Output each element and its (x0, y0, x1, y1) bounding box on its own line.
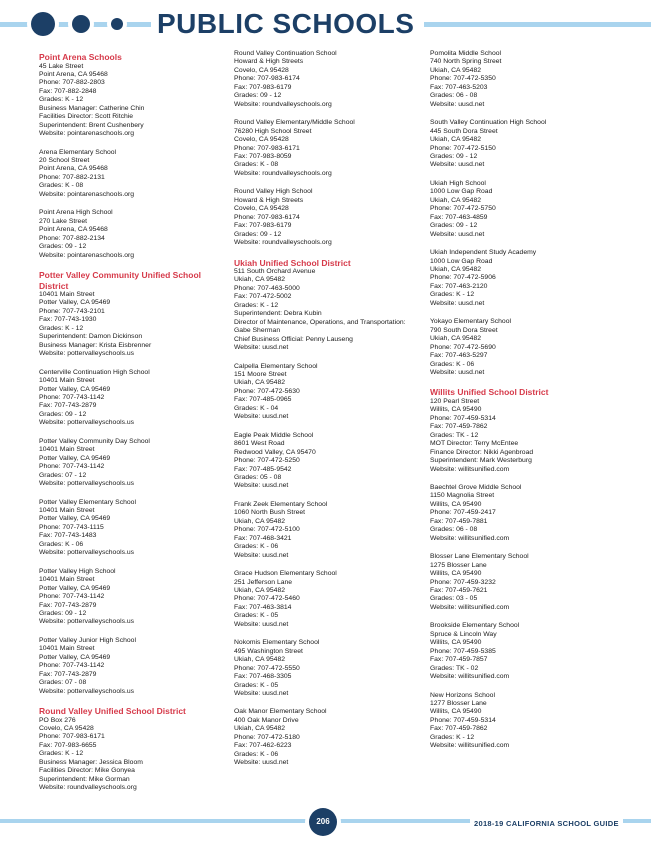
entry-line: Phone: 707-472-5250 (234, 457, 300, 465)
entry-line: Website: pottervalleyschools.us (39, 480, 135, 488)
entry-line: Ukiah, CA 95482 (234, 586, 286, 594)
school-name: Potter Valley Community Day School (39, 437, 150, 445)
entry-line: Willits, CA 95490 (430, 639, 482, 647)
entry-line: Ukiah, CA 95482 (234, 656, 286, 664)
entry-line: Superintendent: Brent Cushenbery (39, 121, 144, 129)
district-name: Round Valley Unified School District (39, 706, 186, 717)
entry-line: Fax: 707-459-7881 (430, 517, 488, 525)
entry-line: Fax: 707-882-2848 (39, 87, 97, 95)
entry-line: 1000 Low Gap Road (430, 188, 493, 196)
entry-line: Fax: 707-743-1930 (39, 316, 97, 324)
entry-line: Website: uusd.net (234, 620, 289, 628)
entry-line: Website: willitsunified.com (430, 742, 510, 750)
entry-line: Phone: 707-459-3232 (430, 578, 496, 586)
entry-line: 10401 Main Street (39, 506, 95, 514)
entry-line: Willits, CA 95490 (430, 708, 482, 716)
entry-line: Ukiah, CA 95482 (430, 66, 482, 74)
entry-line: Ukiah, CA 95482 (430, 265, 482, 273)
school-name: Round Valley Continuation School (234, 50, 337, 57)
entry-line: Fax: 707-472-5002 (234, 293, 292, 301)
entry-line: Willits, CA 95490 (430, 570, 482, 578)
entry-line: Phone: 707-463-5000 (234, 284, 300, 292)
entry-line: Willits, CA 95490 (430, 406, 482, 414)
district-name: Point Arena Schools (39, 52, 122, 62)
entry-line: Phone: 707-459-5314 (430, 716, 496, 724)
entry-line: Covelo, CA 95428 (234, 205, 289, 213)
entry-line: Covelo, CA 95428 (234, 66, 289, 74)
school-entry (430, 249, 620, 308)
entry-line: Fax: 707-743-2879 (39, 601, 97, 609)
entry-line: Director of Maintenance, Operations, and Transportation: (234, 318, 406, 326)
entry-line: MOT Director: Terry McEntee (430, 440, 519, 448)
district-name: Potter Valley Community Unified School District (39, 270, 201, 291)
entry-line: Grades: 09 - 12 (234, 230, 282, 238)
entry-line: Phone: 707-882-2803 (39, 79, 105, 87)
entry-line: 45 Lake Street (39, 62, 84, 70)
entry-line: Grades: K - 12 (430, 733, 475, 741)
entry-line: Website: uusd.net (234, 413, 289, 421)
entry-line: Website: uusd.net (234, 551, 289, 559)
entry-line: Facilities Director: Mike Gonyea (39, 767, 135, 775)
district-name: Ukiah Unified School District (234, 257, 351, 268)
entry-line: Fax: 707-743-2879 (39, 402, 97, 410)
school-entry (39, 369, 229, 428)
page-title: PUBLIC SCHOOLS (157, 8, 415, 39)
entry-line: Phone: 707-983-6174 (234, 75, 300, 83)
entry-line: Ukiah, CA 95482 (234, 517, 286, 525)
entry-line: Website: roundvalleyschools.org (234, 169, 332, 177)
entry-line: 10401 Main Street (39, 377, 95, 385)
entry-line: Fax: 707-743-1483 (39, 532, 97, 540)
entry-line: 1150 Magnolia Street (430, 492, 495, 500)
entry-line: Potter Valley, CA 95469 (39, 299, 111, 307)
entry-line: Fax: 707-462-6223 (234, 742, 292, 750)
entry-line: Phone: 707-472-5550 (234, 664, 300, 672)
entry-line: Website: roundvalleyschools.org (234, 239, 332, 247)
school-entry (234, 188, 424, 247)
entry-line: 76280 High School Street (234, 127, 312, 135)
entry-line: Phone: 707-472-5690 (430, 343, 496, 351)
entry-line: 790 South Dora Street (430, 326, 498, 334)
header-dot-large (31, 12, 55, 36)
school-entry (234, 50, 424, 109)
entry-line: Ukiah, CA 95482 (430, 196, 482, 204)
entry-line: Grades: 05 - 08 (234, 473, 282, 481)
entry-line: Website: pointarenaschools.org (39, 251, 135, 259)
school-name: Brookside Elementary School (430, 622, 520, 630)
entry-line: Ukiah, CA 95482 (430, 335, 482, 343)
entry-line: Phone: 707-882-2131 (39, 173, 105, 181)
entry-line: Website: uusd.net (234, 689, 289, 697)
page-number-badge (309, 808, 337, 836)
entry-line: Fax: 707-983-6179 (234, 222, 292, 230)
entry-line: Phone: 707-983-6171 (234, 144, 300, 152)
entry-line: 511 South Orchard Avenue (234, 268, 316, 276)
entry-line: Fax: 707-983-6179 (234, 83, 292, 91)
school-name: Potter Valley High School (39, 567, 116, 575)
school-entry (430, 318, 620, 377)
entry-line: Grades: 06 - 08 (430, 526, 478, 534)
school-entry (39, 499, 229, 558)
entry-line: Grades: 09 - 12 (39, 243, 87, 251)
entry-line: Grades: 09 - 12 (430, 222, 478, 230)
entry-line: Superintendent: Mark Westerburg (430, 457, 532, 465)
entry-line: 1277 Blosser Lane (430, 699, 487, 707)
directory-column-2 (234, 50, 424, 778)
school-entry (39, 209, 229, 260)
entry-line: Potter Valley, CA 95469 (39, 653, 111, 661)
school-name: Grace Hudson Elementary School (234, 570, 337, 578)
entry-line: Superintendent: Damon Dickinson (39, 333, 143, 341)
entry-line: Website: uusd.net (430, 161, 485, 169)
entry-line: Phone: 707-743-1142 (39, 662, 105, 670)
header-dot-medium (72, 15, 90, 33)
entry-line: Fax: 707-459-7621 (430, 586, 488, 594)
entry-line: Fax: 707-485-0965 (234, 396, 292, 404)
entry-line: Ukiah, CA 95482 (430, 136, 482, 144)
entry-line: Fax: 707-463-4859 (430, 213, 488, 221)
school-name: Round Valley High School (234, 188, 313, 196)
entry-line: Grades: K - 06 (430, 360, 475, 368)
entry-line: Phone: 707-472-5100 (234, 526, 300, 534)
page-header (0, 0, 651, 50)
entry-line: Website: uusd.net (234, 759, 289, 767)
school-name: Nokomis Elementary School (234, 639, 320, 647)
entry-line: 740 North Spring Street (430, 58, 502, 66)
entry-line: Fax: 707-463-2120 (430, 282, 488, 290)
entry-line: 10401 Main Street (39, 291, 95, 299)
entry-line: Potter Valley, CA 95469 (39, 454, 111, 462)
entry-line: Website: pottervalleyschools.us (39, 350, 135, 358)
school-entry (234, 570, 424, 629)
entry-line: Phone: 707-743-1142 (39, 593, 105, 601)
district-name: Willits Unified School District (430, 387, 549, 398)
entry-line: Fax: 707-463-3814 (234, 603, 292, 611)
entry-line: 10401 Main Street (39, 446, 95, 454)
entry-line: 495 Washington Street (234, 647, 303, 655)
entry-line: Fax: 707-463-5297 (430, 352, 488, 360)
entry-line: Phone: 707-743-1115 (39, 523, 104, 531)
school-name: Blosser Lane Elementary School (430, 553, 529, 561)
entry-line: Website: uusd.net (430, 100, 485, 108)
entry-line: Grades: 09 - 12 (234, 92, 282, 100)
entry-line: Superintendent: Mike Gorman (39, 775, 130, 783)
entry-line: Website: uusd.net (430, 230, 485, 238)
entry-line: Grades: 07 - 12 (39, 471, 87, 479)
entry-line: Fax: 707-983-6655 (39, 741, 97, 749)
entry-line: Website: pottervalleyschools.us (39, 419, 135, 427)
entry-line: Grades: K - 05 (234, 612, 279, 620)
district-entry (39, 52, 229, 139)
entry-line: Grades: 06 - 08 (430, 92, 478, 100)
entry-line: Grades: K - 06 (39, 540, 84, 548)
entry-line: Point Arena, CA 95468 (39, 165, 108, 173)
entry-line: Phone: 707-983-6174 (234, 213, 300, 221)
entry-line: Potter Valley, CA 95469 (39, 385, 111, 393)
entry-line: Potter Valley, CA 95469 (39, 584, 111, 592)
entry-line: Website: pottervalleyschools.us (39, 549, 135, 557)
school-entry (39, 568, 229, 627)
school-entry (234, 501, 424, 560)
entry-line: 251 Jefferson Lane (234, 578, 293, 586)
entry-line: 8601 West Road (234, 440, 285, 448)
entry-line: Fax: 707-983-8059 (234, 152, 292, 160)
entry-line: Grades: 09 - 12 (39, 410, 87, 418)
entry-line: Website: roundvalleyschools.org (234, 100, 332, 108)
entry-line: Ukiah, CA 95482 (234, 379, 286, 387)
entry-line: Phone: 707-472-5750 (430, 205, 496, 213)
entry-line: Ukiah, CA 95482 (234, 276, 286, 284)
entry-line: Fax: 707-468-3305 (234, 673, 292, 681)
entry-line: Website: pointarenaschools.org (39, 130, 135, 138)
entry-line: Potter Valley, CA 95469 (39, 515, 111, 523)
entry-line: Fax: 707-485-9542 (234, 465, 292, 473)
entry-line: 1060 North Bush Street (234, 509, 306, 517)
entry-line: 1275 Blosser Lane (430, 561, 487, 569)
entry-line: Grades: K - 12 (39, 96, 84, 104)
entry-line: Phone: 707-472-5150 (430, 144, 496, 152)
entry-line: 10401 Main Street (39, 576, 95, 584)
entry-line: Superintendent: Debra Kubin (234, 310, 322, 318)
entry-line: Point Arena, CA 95468 (39, 226, 108, 234)
guide-title-box (470, 813, 623, 831)
entry-line: Website: willitsunified.com (430, 534, 510, 542)
school-entry (430, 119, 620, 170)
entry-line: Phone: 707-882-2134 (39, 234, 105, 242)
school-name: Baechtel Grove Middle School (430, 483, 522, 491)
school-entry (39, 149, 229, 200)
title-box (151, 5, 424, 43)
entry-line: Website: uusd.net (234, 482, 289, 490)
school-name: Potter Valley Elementary School (39, 498, 136, 506)
entry-line: Grades: TK - 02 (430, 664, 479, 672)
school-entry (430, 553, 620, 612)
entry-line: Phone: 707-472-5350 (430, 75, 496, 83)
school-entry (430, 50, 620, 109)
entry-line: Facilities Director: Scott Ritchie (39, 113, 134, 121)
entry-line: Fax: 707-459-7862 (430, 423, 488, 431)
district-entry (234, 258, 424, 353)
district-entry (39, 270, 229, 359)
entry-line: Grades: K - 08 (234, 161, 279, 169)
school-entry (430, 180, 620, 239)
entry-line: Grades: 09 - 12 (430, 152, 478, 160)
entry-line: Website: willitsunified.com (430, 603, 510, 611)
school-name: Yokayo Elementary School (430, 318, 511, 326)
district-entry (430, 387, 620, 474)
guide-title: 2018-19 CALIFORNIA SCHOOL GUIDE (474, 819, 619, 828)
school-name: Ukiah High School (430, 179, 486, 187)
entry-line: 151 Moore Street (234, 371, 287, 378)
entry-line: Fax: 707-463-5203 (430, 83, 488, 91)
entry-line: Grades: 09 - 12 (39, 609, 87, 617)
entry-line: Phone: 707-472-5906 (430, 274, 496, 282)
entry-line: Grades: 03 - 05 (430, 595, 478, 603)
entry-line: 445 South Dora Street (430, 127, 498, 135)
entry-line: Chief Business Official: Penny Lauseng (234, 335, 353, 343)
entry-line: Ukiah, CA 95482 (234, 725, 286, 733)
entry-line: Grades: K - 12 (39, 750, 84, 758)
entry-line: Phone: 707-459-2417 (430, 509, 496, 517)
entry-line: Website: uusd.net (430, 299, 485, 307)
entry-line: Spruce & Lincoln Way (430, 630, 497, 638)
entry-line: Covelo, CA 95428 (39, 725, 94, 732)
school-name: Oak Manor Elementary School (234, 708, 327, 716)
entry-line: Website: roundvalleyschools.org (39, 784, 137, 792)
entry-line: Website: willitsunified.com (430, 673, 510, 681)
school-entry (234, 432, 424, 491)
entry-line: Phone: 707-472-5630 (234, 387, 300, 395)
entry-line: Website: willitsunified.com (430, 465, 510, 473)
entry-line: Grades: K - 12 (39, 324, 84, 332)
school-name: Centerville Continuation High School (39, 368, 150, 376)
school-entry (39, 637, 229, 696)
entry-line: 20 School Street (39, 157, 90, 165)
school-entry (430, 692, 620, 751)
school-entry (430, 622, 620, 681)
entry-line: Grades: K - 12 (234, 301, 279, 309)
entry-line: Howard & High Streets (234, 58, 304, 66)
entry-line: 120 Pearl Street (430, 397, 480, 405)
entry-line: Business Manager: Jessica Bloom (39, 758, 143, 766)
page-number: 206 (316, 817, 330, 826)
school-name: Arena Elementary School (39, 148, 117, 156)
entry-line: Phone: 707-472-5180 (234, 733, 300, 741)
page-footer (0, 806, 651, 836)
school-name: Point Arena High School (39, 209, 113, 217)
school-entry (234, 639, 424, 698)
directory-column-3 (430, 50, 620, 761)
header-dot-small (111, 18, 123, 30)
entry-line: Grades: 07 - 08 (39, 679, 87, 687)
entry-line: Website: pointarenaschools.org (39, 190, 135, 198)
entry-line: Grades: K - 12 (430, 291, 475, 299)
entry-line: Business Manager: Catherine Chin (39, 104, 145, 112)
school-entry (234, 119, 424, 178)
entry-line: Howard & High Streets (234, 196, 304, 204)
entry-line: Fax: 707-459-7862 (430, 725, 488, 733)
school-name: Calpella Elementary School (234, 362, 318, 370)
school-entry (430, 484, 620, 543)
entry-line: Phone: 707-743-2101 (39, 307, 105, 315)
school-name: Frank Zeek Elementary School (234, 500, 328, 508)
entry-line: Finance Director: Nikki Agenbroad (430, 448, 534, 456)
entry-line: Phone: 707-459-5314 (430, 414, 496, 422)
entry-line: Phone: 707-459-5385 (430, 647, 496, 655)
school-name: Pomolita Middle School (430, 50, 502, 57)
entry-line: 400 Oak Manor Drive (234, 716, 299, 724)
entry-line: Business Manager: Krista Eisbrenner (39, 341, 152, 349)
entry-line: 10401 Main Street (39, 645, 95, 653)
school-entry (234, 708, 424, 767)
entry-line: Willits, CA 95490 (430, 500, 482, 508)
entry-line: 1000 Low Gap Road (430, 257, 493, 265)
directory-column-1 (39, 50, 229, 803)
entry-line: Gabe Sherman (234, 327, 281, 335)
entry-line: 270 Lake Street (39, 217, 87, 225)
entry-line: Grades: TK - 12 (430, 431, 479, 439)
entry-line: Fax: 707-743-2879 (39, 670, 97, 678)
entry-line: Redwood Valley, CA 95470 (234, 448, 316, 456)
school-name: Ukiah Independent Study Academy (430, 249, 537, 257)
entry-line: PO Box 276 (39, 716, 76, 724)
school-name: South Valley Continuation High School (430, 119, 547, 127)
entry-line: Covelo, CA 95428 (234, 136, 289, 144)
district-entry (39, 706, 229, 793)
entry-line: Website: pottervalleyschools.us (39, 618, 135, 626)
school-name: Potter Valley Junior High School (39, 636, 136, 644)
entry-line: Grades: K - 06 (234, 543, 279, 551)
entry-line: Phone: 707-743-1142 (39, 394, 105, 401)
entry-line: Point Arena, CA 95468 (39, 70, 108, 78)
school-name: Round Valley Elementary/Middle School (234, 119, 355, 127)
entry-line: Website: uusd.net (234, 344, 289, 352)
school-entry (234, 363, 424, 422)
entry-line: Phone: 707-983-6171 (39, 733, 105, 741)
school-name: Eagle Peak Middle School (234, 431, 314, 439)
entry-line: Fax: 707-468-3421 (234, 534, 292, 542)
entry-line: Grades: K - 05 (234, 681, 279, 689)
entry-line: Phone: 707-472-5460 (234, 595, 300, 603)
entry-line: Fax: 707-459-7857 (430, 656, 488, 664)
entry-line: Grades: K - 08 (39, 182, 84, 190)
entry-line: Grades: K - 06 (234, 750, 279, 758)
entry-line: Website: uusd.net (430, 368, 485, 376)
school-entry (39, 438, 229, 489)
entry-line: Phone: 707-743-1142 (39, 463, 105, 471)
entry-line: Grades: K - 04 (234, 404, 279, 412)
school-name: New Horizons School (430, 691, 495, 699)
entry-line: Website: pottervalleyschools.us (39, 687, 135, 695)
